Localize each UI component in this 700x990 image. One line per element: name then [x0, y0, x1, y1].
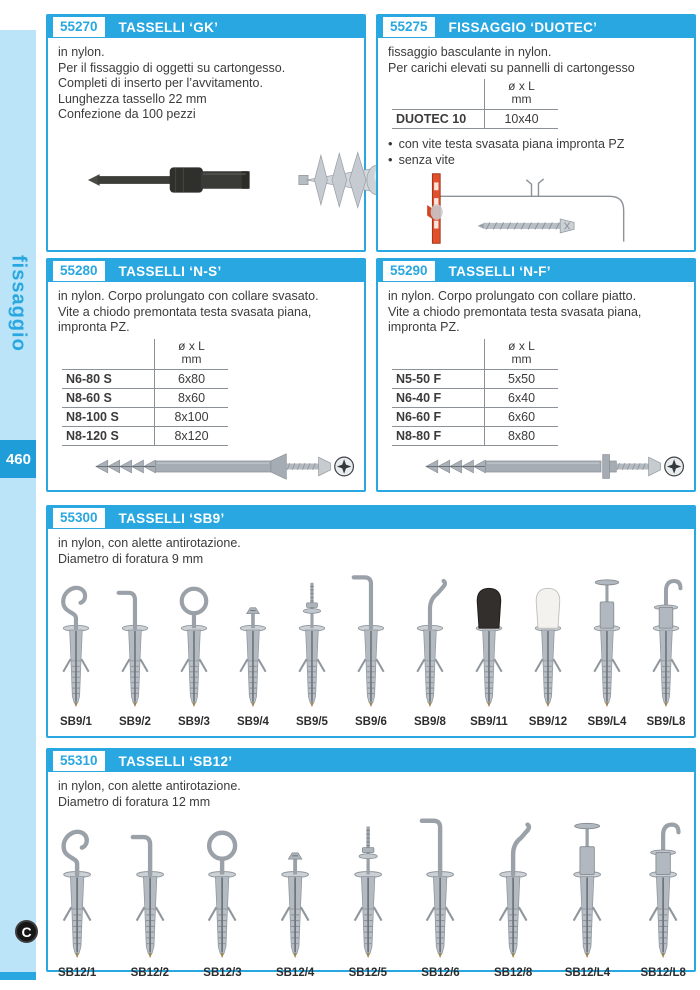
description-line: Vite a chiodo premontata testa svasata piana, [388, 304, 642, 319]
bullet-item: • con vite testa svasata piana impronta PZ [388, 136, 625, 151]
size-table-header [62, 339, 230, 370]
panel-55280-tasselli-ns [46, 258, 366, 492]
duotec-anchor-image [384, 172, 694, 257]
anchor-image [56, 814, 98, 965]
nail-plug-image [84, 449, 358, 489]
product-label: SB9/8 [413, 716, 446, 728]
panel-55290-tasselli-nf [376, 258, 696, 492]
product-figure [492, 814, 534, 979]
panel-title: TASSELLI ‘SB12’ [118, 753, 233, 769]
product-label: SB12/2 [130, 967, 169, 979]
description-line: Vite a chiodo premontata testa svasata piana, [58, 304, 312, 319]
model-size: 8x60 [154, 389, 228, 408]
product-figure [56, 571, 96, 728]
product-code: 55310 [53, 751, 105, 771]
unit-header: ø x L [508, 338, 535, 353]
unit-sub: mm [181, 351, 202, 366]
description-line: Lunghezza tassello 22 mm [58, 91, 207, 106]
description-line: Diametro di foratura 12 mm [58, 794, 211, 809]
model-size: 6x60 [484, 408, 558, 427]
bullet-icon: • [388, 152, 393, 167]
product-figure [351, 571, 391, 728]
product-row [56, 814, 686, 979]
table-row [62, 370, 230, 389]
model-size: 5x50 [484, 370, 558, 389]
bullet-item: • senza vite [388, 152, 455, 167]
table-row [392, 408, 560, 427]
model-name: DUOTEC 10 [392, 110, 484, 129]
model-name: N6-60 F [392, 408, 484, 427]
anchor-image [233, 571, 273, 714]
bullet-list [388, 136, 684, 168]
product-figure [528, 571, 568, 728]
model-size: 8x80 [484, 427, 558, 446]
product-label: SB9/12 [528, 716, 568, 728]
panel-header [48, 507, 694, 529]
product-label: SB12/4 [275, 967, 315, 979]
model-name: N8-60 S [62, 389, 154, 408]
gk-insert-tool-image [86, 155, 271, 205]
product-figure [419, 814, 461, 979]
product-figure [469, 571, 509, 728]
product-label: SB12/6 [421, 967, 460, 979]
anchor-image [347, 814, 389, 965]
product-label: SB12/3 [203, 967, 242, 979]
description [388, 289, 684, 336]
size-table [62, 339, 230, 446]
product-figure [587, 571, 627, 728]
table-row [392, 110, 560, 129]
anchor-image [469, 571, 509, 714]
panel-title: TASSELLI ‘SB9’ [118, 510, 225, 526]
unit-sub: mm [511, 351, 532, 366]
brand-logo [15, 920, 38, 943]
product-images [86, 149, 364, 211]
product-label: SB9/6 [354, 716, 387, 728]
product-label: SB12/8 [493, 967, 533, 979]
model-size: 8x120 [154, 427, 228, 446]
anchor-image [351, 571, 391, 714]
category-label: fissaggio [7, 254, 30, 352]
model-size: 10x40 [484, 110, 558, 129]
product-figure [201, 814, 243, 979]
anchor-image [492, 814, 534, 965]
product-figure [292, 571, 332, 728]
product-figure [174, 571, 214, 728]
model-size: 6x40 [484, 389, 558, 408]
product-code: 55275 [383, 17, 435, 37]
product-label: SB9/1 [59, 716, 92, 728]
panel-title: TASSELLI ‘N-F’ [448, 263, 551, 279]
product-label: SB9/5 [295, 716, 328, 728]
anchor-image [528, 571, 568, 714]
table-row [62, 408, 230, 427]
product-figure [129, 814, 171, 979]
anchor-image [174, 571, 214, 714]
product-figure [274, 814, 316, 979]
panel-header [48, 260, 364, 282]
sidebar [0, 30, 36, 972]
panel-header [378, 260, 694, 282]
product-figure [565, 814, 610, 979]
description [58, 45, 354, 123]
model-size: 6x80 [154, 370, 228, 389]
description [58, 779, 684, 810]
anchor-image [129, 814, 171, 965]
anchor-image [587, 571, 627, 714]
panel-header [378, 16, 694, 38]
brand-logo-letter: C [21, 923, 32, 940]
product-figure [56, 814, 98, 979]
anchor-image [419, 814, 461, 965]
model-name: N8-80 F [392, 427, 484, 446]
description-line: Completi di inserto per l’avvitamento. [58, 76, 263, 90]
description-line: in nylon. [58, 45, 105, 59]
description [58, 536, 684, 567]
description-line: in nylon, con alette antirotazione. [58, 779, 241, 793]
model-name: N8-100 S [62, 408, 154, 427]
description-line: Per il fissaggio di oggetti su cartongesso. [58, 60, 286, 75]
size-table-header [392, 79, 560, 110]
model-name: N6-80 S [62, 370, 154, 389]
anchor-image [410, 571, 450, 714]
description [58, 289, 354, 336]
anchor-image [56, 571, 96, 714]
description-line: Confezione da 100 pezzi [58, 107, 196, 121]
product-figure [410, 571, 450, 728]
description-line: in nylon. Corpo prolungato con collare svasato. [58, 289, 319, 303]
sidebar-footer-bar [0, 972, 36, 980]
panel-55310-tasselli-sb12 [46, 748, 696, 979]
description-line: Diametro di foratura 9 mm [58, 551, 204, 566]
model-name: N8-120 S [62, 427, 154, 446]
panel-title: TASSELLI ‘N-S’ [118, 263, 222, 279]
model-name: N6-40 F [392, 389, 484, 408]
anchor-image [566, 814, 608, 965]
table-row [62, 389, 230, 408]
description [388, 45, 684, 76]
unit-header: ø x L [178, 338, 205, 353]
description-line: in nylon, con alette antirotazione. [58, 536, 241, 550]
product-figure [646, 571, 686, 728]
size-table [392, 339, 560, 446]
unit-header: ø x L [508, 79, 535, 93]
anchor-image [274, 814, 316, 965]
product-label: SB9/3 [177, 716, 210, 728]
product-label: SB9/4 [236, 716, 269, 728]
nail-plug-image [414, 449, 688, 489]
panel-header [48, 750, 694, 772]
table-row [392, 427, 560, 446]
product-code: 55280 [53, 261, 105, 281]
product-figure [233, 571, 273, 728]
panel-55275-fissaggio-duotec [376, 14, 696, 252]
size-table-header [392, 339, 560, 370]
anchor-image [292, 571, 332, 714]
product-row [56, 571, 686, 728]
description-line: in nylon. Corpo prolungato con collare piatto. [388, 289, 637, 303]
panel-title: TASSELLI ‘GK’ [118, 19, 219, 35]
unit-sub: mm [511, 92, 532, 106]
anchor-image [642, 814, 684, 965]
product-code: 55270 [53, 17, 105, 37]
product-label: SB9/2 [118, 716, 151, 728]
table-row [392, 370, 560, 389]
product-label: SB9/L4 [587, 716, 627, 728]
anchor-image [115, 571, 155, 714]
product-code: 55290 [383, 261, 435, 281]
anchor-image [646, 571, 686, 714]
product-figure [347, 814, 389, 979]
product-label: SB9/L8 [646, 716, 686, 728]
anchor-image [201, 814, 243, 965]
product-label: SB12/L8 [640, 967, 686, 979]
table-row [62, 427, 230, 446]
product-label: SB9/11 [470, 716, 508, 728]
product-label: SB12/1 [57, 967, 97, 979]
product-figure [115, 571, 155, 728]
page-number: 460 [0, 440, 36, 478]
description-line: Per carichi elevati su pannelli di cartongesso [388, 60, 635, 75]
product-figure [641, 814, 686, 979]
description-line: impronta PZ. [388, 320, 460, 334]
description-line: impronta PZ. [58, 320, 130, 334]
product-label: SB12/5 [348, 967, 387, 979]
model-name: N5-50 F [392, 370, 484, 389]
table-row [392, 389, 560, 408]
panel-title: FISSAGGIO ‘DUOTEC’ [448, 19, 598, 35]
product-code: 55300 [53, 508, 105, 528]
description-line: fissaggio basculante in nylon. [388, 45, 552, 59]
panel-55270-tasselli-gk [46, 14, 366, 252]
bullet-icon: • [388, 136, 393, 151]
product-label: SB12/L4 [564, 967, 611, 979]
model-size: 8x100 [154, 408, 228, 427]
size-table [392, 79, 560, 129]
panel-header [48, 16, 364, 38]
panel-55300-tasselli-sb9 [46, 505, 696, 738]
